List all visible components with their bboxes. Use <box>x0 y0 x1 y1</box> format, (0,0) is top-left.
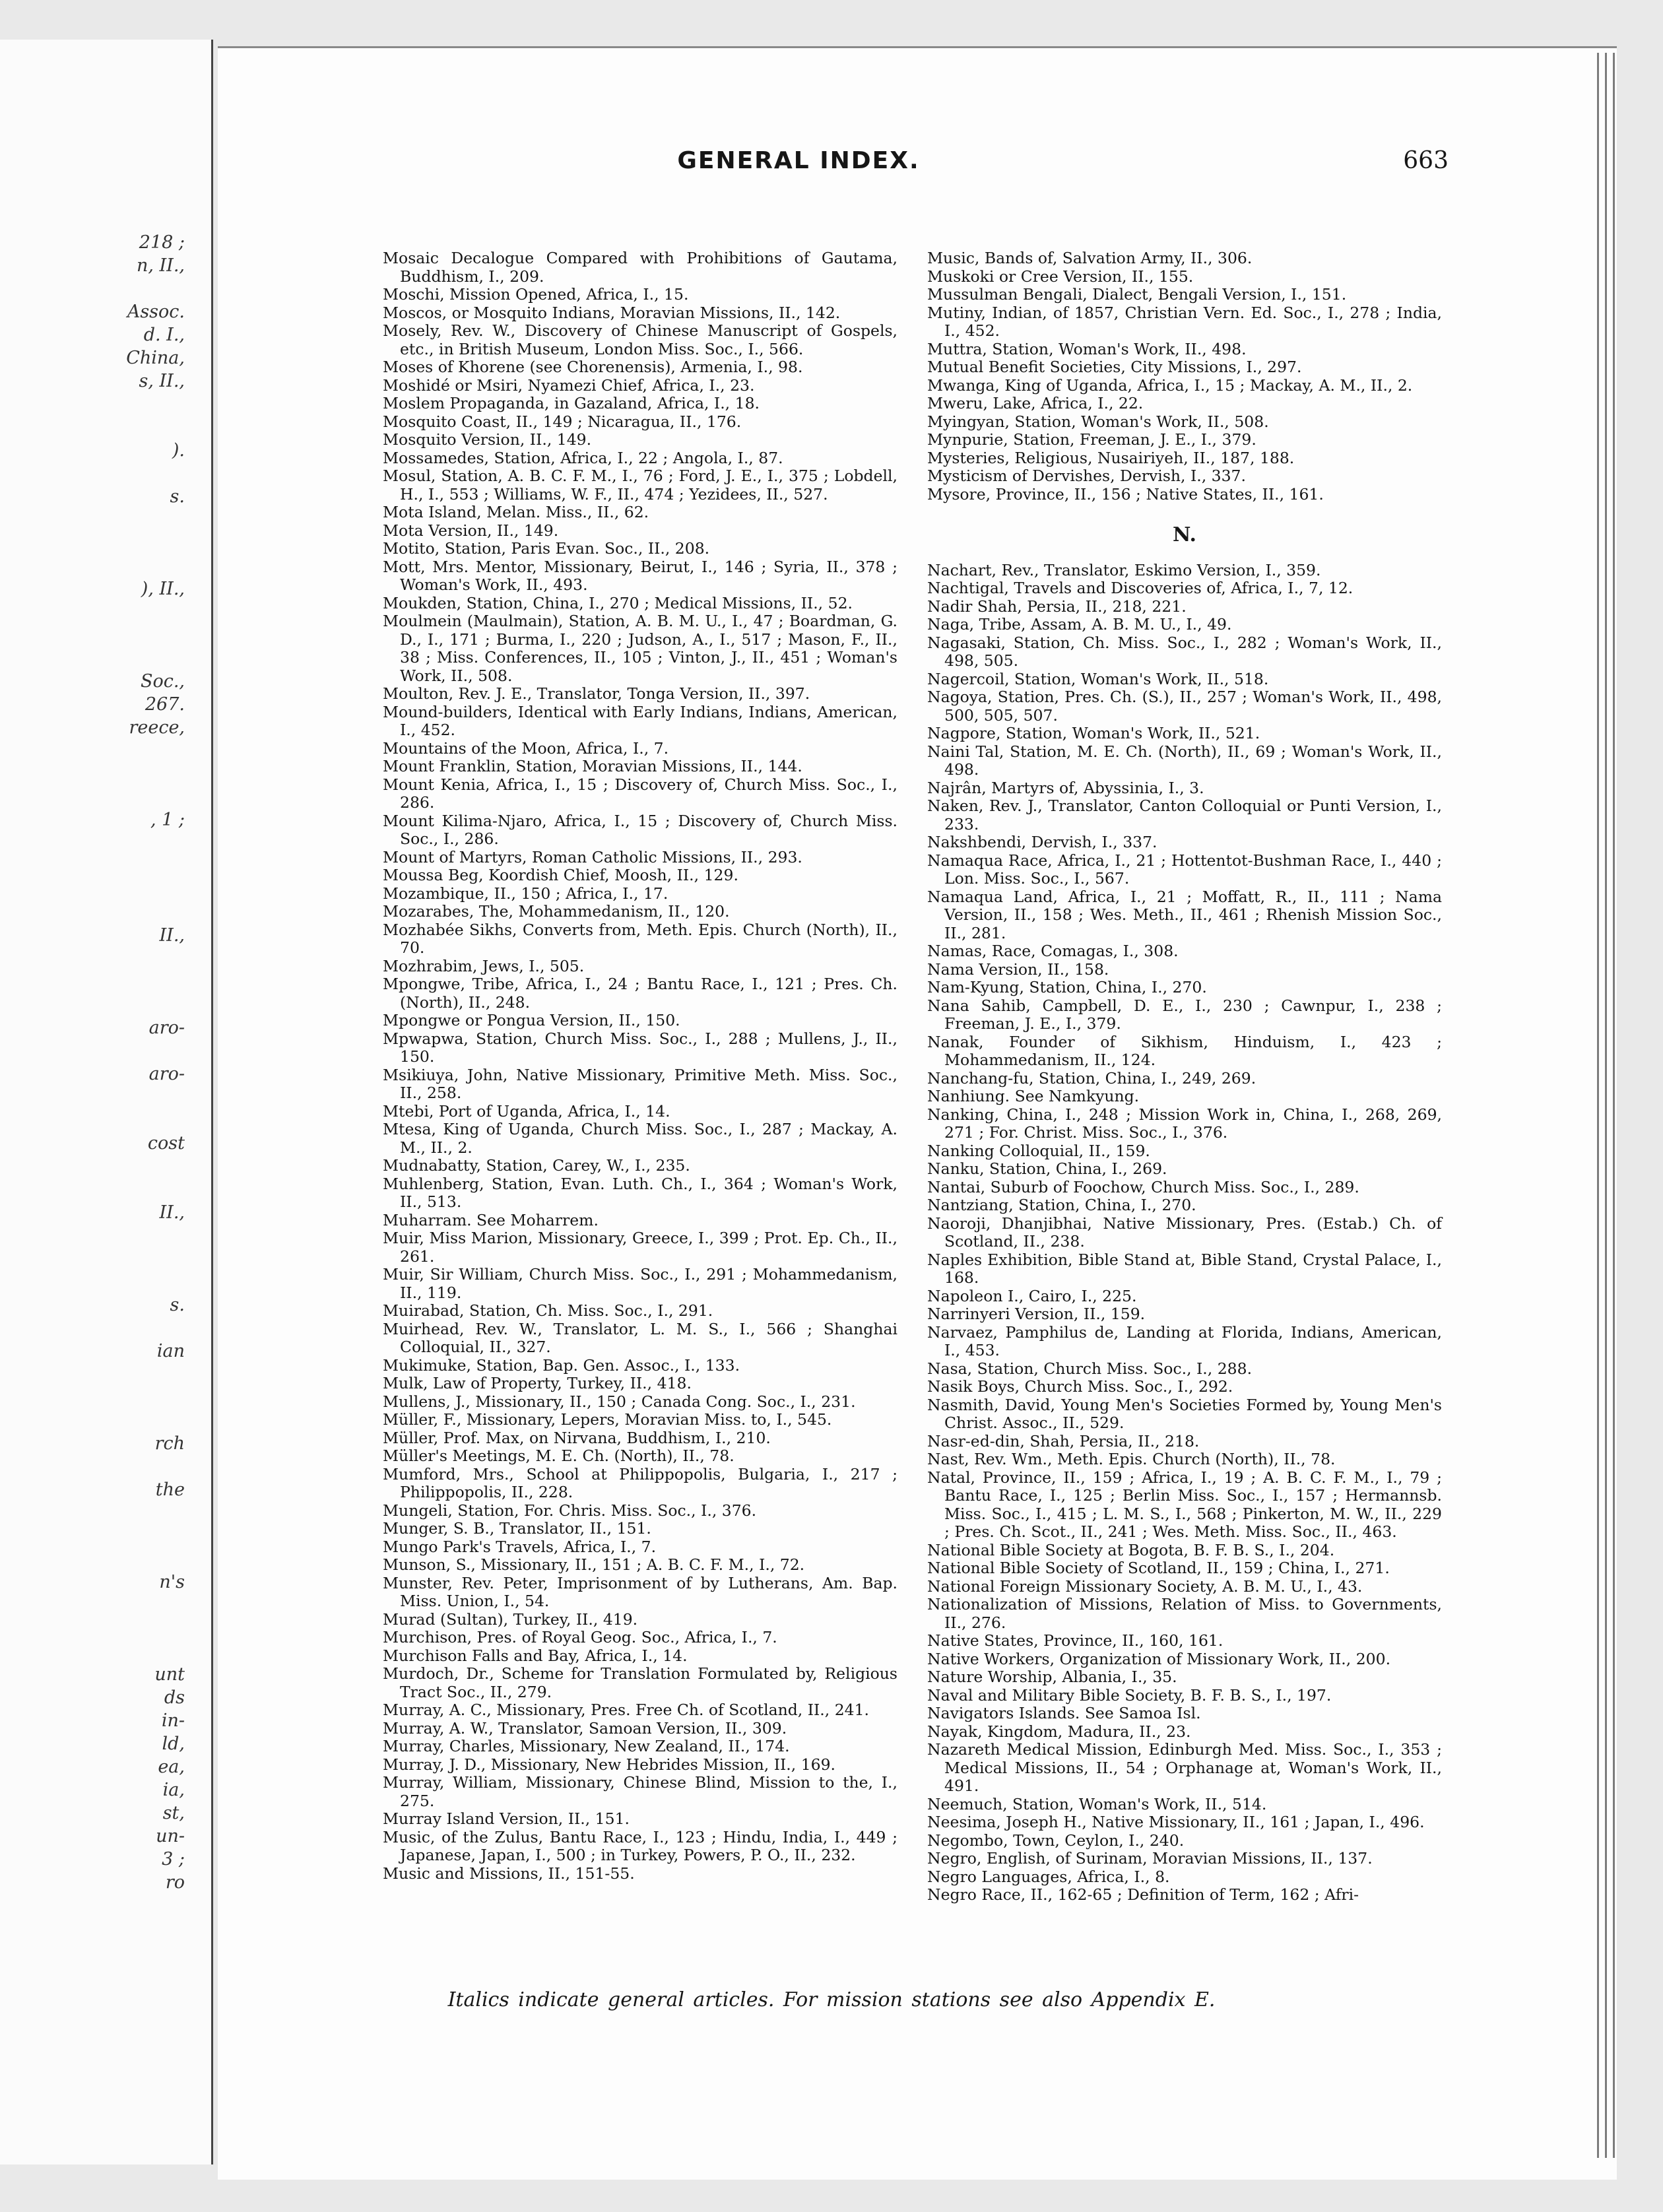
previous-page-fragment <box>126 1501 185 1524</box>
index-entry: Nasmith, David, Young Men's Societies Formed by, Young Men's Christ. Assoc., II., 529. <box>927 1395 1442 1432</box>
index-entry: Moslem Propaganda, in Gazaland, Africa, I., 18. <box>383 394 760 412</box>
previous-page-fragment <box>126 462 185 485</box>
index-entry: Nana Sahib, Campbell, D. E., I., 230 ; Cawnpur, I., 238 ; Freeman, J. E., I., 379. <box>927 996 1442 1033</box>
index-entry: Mussulman Bengali, Dialect, Bengali Version, I., 151. <box>927 285 1347 304</box>
index-entry: Namaqua Land, Africa, I., 21 ; Moffatt, R., II., 111 ; Nama Version, II., 158 ; Wes. Meth., II., 461 ; Rhenish Mission Soc., II., 281. <box>927 887 1442 942</box>
index-entry: Mount Kenia, Africa, I., 15 ; Discovery of, Church Miss. Soc., I., 286. <box>383 775 897 812</box>
index-entry: Nantai, Suburb of Foochow, Church Miss. Soc., I., 289. <box>927 1177 1359 1196</box>
index-entry: Murray, William, Missionary, Chinese Blind, Mission to the, I., 275. <box>383 1773 897 1810</box>
index-entry: Nama Version, II., 158. <box>927 960 1109 979</box>
index-entry: Murray, A. C., Missionary, Pres. Free Ch. of Scotland, II., 241. <box>383 1701 870 1719</box>
page-edge-line <box>1597 53 1599 2158</box>
index-entry: Mozhabée Sikhs, Converts from, Meth. Epis. Church (North), II., 70. <box>383 920 897 957</box>
previous-page-fragment <box>126 508 185 531</box>
index-entry: Nayak, Kingdom, Madura, II., 23. <box>927 1722 1191 1741</box>
index-entry: Müller, F., Missionary, Lepers, Moravian Miss. to, I., 545. <box>383 1410 832 1429</box>
index-entry: Mullens, J., Missionary, II., 150 ; Canada Cong. Soc., I., 231. <box>383 1392 856 1411</box>
index-entry: Mosquito Coast, II., 149 ; Nicaragua, II., 176. <box>383 412 742 431</box>
previous-page-fragment: n's <box>159 1572 185 1592</box>
previous-page-fragment <box>126 1455 185 1478</box>
previous-page-fragment: d. I., <box>143 325 185 345</box>
index-entry: Native Workers, Organization of Missionary Work, II., 200. <box>927 1649 1391 1668</box>
previous-page-fragment <box>126 739 185 762</box>
page-edge-line <box>1605 53 1607 2158</box>
index-entry: Mutual Benefit Societies, City Missions, I., 297. <box>927 358 1302 376</box>
index-section-n <box>927 562 1442 1904</box>
index-entry: Moscos, or Mosquito Indians, Moravian Missions, II., 142. <box>383 303 841 322</box>
index-entry: Moukden, Station, China, I., 270 ; Medical Missions, II., 52. <box>383 593 853 612</box>
index-entry: Mungo Park's Travels, Africa, I., 7. <box>383 1537 657 1556</box>
index-entry: Mozambique, II., 150 ; Africa, I., 17. <box>383 884 668 903</box>
previous-page-fragment: ld, <box>162 1734 185 1754</box>
index-entry: Nanchang-fu, Station, China, I., 249, 269. <box>927 1068 1256 1088</box>
index-entry: Nazareth Medical Mission, Edinburgh Med. Miss. Soc., I., 353 ; Medical Missions, II., 54 ; Orphanage at, Woman's Work, II., 491. <box>927 1740 1442 1795</box>
previous-page-fragment <box>126 1155 185 1178</box>
index-entry: Nasa, Station, Church Miss. Soc., I., 288. <box>927 1359 1253 1378</box>
previous-page-fragment <box>126 1363 185 1386</box>
previous-page-fragment: II., <box>159 1202 185 1223</box>
index-entry: Navigators Islands. See Samoa Isl. <box>927 1704 1201 1722</box>
index-entry: Mpongwe, Tribe, Africa, I., 24 ; Bantu Race, I., 121 ; Pres. Ch. (North), II., 248. <box>383 975 897 1012</box>
index-entry: Nanhiung. See Namkyung. <box>927 1087 1140 1105</box>
index-entry: Mount Franklin, Station, Moravian Missions, II., 144. <box>383 757 802 775</box>
previous-page-fragment: the <box>155 1480 185 1500</box>
index-entry: Murdoch, Dr., Scheme for Translation Formulated by, Religious Tract Soc., II., 279. <box>383 1664 897 1701</box>
previous-page-fragment <box>126 993 185 1016</box>
index-entry: Nantziang, Station, China, I., 270. <box>927 1196 1196 1214</box>
index-entry: Mtebi, Port of Uganda, Africa, I., 14. <box>383 1101 670 1121</box>
index-entry: Mysteries, Religious, Nusairiyeh, II., 187, 188. <box>927 448 1295 467</box>
previous-page-fragment <box>126 831 185 855</box>
index-entry: National Bible Society at Bogota, B. F. B. S., I., 204. <box>927 1540 1335 1559</box>
index-entry: Nature Worship, Albania, I., 35. <box>927 1668 1177 1686</box>
index-entry: Myingyan, Station, Woman's Work, II., 508. <box>927 412 1269 431</box>
index-entry: Naken, Rev. J., Translator, Canton Colloquial or Punti Version, I., 233. <box>927 797 1442 833</box>
index-entry: Nanking Colloquial, II., 159. <box>927 1141 1150 1160</box>
index-entry: Moussa Beg, Koordish Chief, Moosh, II., 129. <box>383 866 738 884</box>
previous-page-fragment: , 1 ; <box>150 810 185 830</box>
previous-page-fragment: China, <box>126 348 185 368</box>
index-entry: Mosaic Decalogue Compared with Prohibitions of Gautama, Buddhism, I., 209. <box>383 249 897 286</box>
previous-page-fragment <box>126 416 185 439</box>
index-entry: Murray Island Version, II., 151. <box>383 1809 630 1828</box>
index-entry: Narrinyeri Version, II., 159. <box>927 1305 1146 1323</box>
index-entry: Mozarabes, The, Mohammedanism, II., 120. <box>383 902 730 921</box>
index-entry: Mota Island, Melan. Miss., II., 62. <box>383 503 649 521</box>
index-entry: Murray, Charles, Missionary, New Zealand, II., 174. <box>383 1737 790 1755</box>
previous-page-fragment: rch <box>154 1433 185 1454</box>
previous-page-fragment: s, II., <box>139 371 185 391</box>
index-entry: Mungeli, Station, For. Chris. Miss. Soc., I., 376. <box>383 1501 757 1520</box>
index-entry: Nachtigal, Travels and Discoveries of, Africa, I., 7, 12. <box>927 579 1353 597</box>
index-entry: Naval and Military Bible Society, B. F. B. S., I., 197. <box>927 1685 1332 1705</box>
index-entry: Negombo, Town, Ceylon, I., 240. <box>927 1831 1185 1850</box>
index-entry: Mossamedes, Station, Africa, I., 22 ; Angola, I., 87. <box>383 448 783 467</box>
index-entry: Nadir Shah, Persia, II., 218, 221. <box>927 597 1187 616</box>
index-entry: Naini Tal, Station, M. E. Ch. (North), II., 69 ; Woman's Work, II., 498. <box>927 742 1442 779</box>
index-column-right <box>927 249 1442 1904</box>
index-entry: Music, of the Zulus, Bantu Race, I., 123 ; Hindu, India, I., 449 ; Japanese, Japan, I., 500 ; in Turkey, Powers, P. O., II., 232. <box>383 1827 897 1864</box>
previous-page-fragment <box>126 1524 185 1547</box>
index-entry: Nagercoil, Station, Woman's Work, II., 518. <box>927 669 1269 688</box>
index-entry: Mwanga, King of Uganda, Africa, I., 15 ; Mackay, A. M., II., 2. <box>927 375 1413 395</box>
index-entry: National Bible Society of Scotland, II., 159 ; China, I., 271. <box>927 1559 1390 1577</box>
page-number: 663 <box>1403 147 1449 174</box>
index-entry: Natal, Province, II., 159 ; Africa, I., 19 ; A. B. C. F. M., I., 79 ; Bantu Race, I., 125 ; Berlin Miss. Soc., I., 157 ; Hermannsb. Miss. Soc., I., 415 ; L. M. S., I., 568 ; Pinkerton, M. W., II., 229 ; Pres. Ch. Scot., II., 241 ; Wes. Meth. Miss. Soc., II., 463. <box>927 1468 1442 1541</box>
previous-page-fragment: aro- <box>148 1018 185 1038</box>
index-entry: Muirhead, Rev. W., Translator, L. M. S., I., 566 ; Shanghai Colloquial, II., 327. <box>383 1319 897 1356</box>
index-entry: Munster, Rev. Peter, Imprisonment of by Lutherans, Am. Bap. Miss. Union, I., 54. <box>383 1573 897 1610</box>
previous-page-fragment <box>126 393 185 416</box>
index-entry: Nagoya, Station, Pres. Ch. (S.), II., 257 ; Woman's Work, II., 498, 500, 505, 507. <box>927 688 1442 725</box>
previous-page-fragment: 267. <box>145 694 185 715</box>
previous-page-edge <box>0 40 213 2164</box>
footer-note: Italics indicate general articles. For mission stations see also Appendix E. <box>447 1988 1216 2011</box>
index-entry: Moulton, Rev. J. E., Translator, Tonga Version, II., 397. <box>383 684 810 703</box>
index-entry: Moschi, Mission Opened, Africa, I., 15. <box>383 285 689 304</box>
index-entry: Murad (Sultan), Turkey, II., 419. <box>383 1610 638 1629</box>
index-entry: Nachart, Rev., Translator, Eskimo Version, I., 359. <box>927 560 1321 579</box>
previous-page-fragment: ). <box>172 440 185 461</box>
previous-page-fragment <box>126 901 185 924</box>
index-entry: Muir, Sir William, Church Miss. Soc., I., 291 ; Mohammedanism, II., 119. <box>383 1265 897 1302</box>
previous-page-fragment: st, <box>162 1803 185 1823</box>
index-entry: Moses of Khorene (see Chorenensis), Armenia, I., 98. <box>383 358 803 376</box>
previous-page-fragment <box>126 1039 185 1062</box>
index-entry: Neemuch, Station, Woman's Work, II., 514. <box>927 1794 1267 1813</box>
index-entry: Mysticism of Dervishes, Dervish, I., 337. <box>927 467 1246 485</box>
previous-page-fragment <box>126 1386 185 1409</box>
previous-page-fragment: ds <box>164 1687 185 1708</box>
index-entry: Mound-builders, Identical with Early Indians, Indians, American, I., 452. <box>383 702 897 739</box>
index-entry: Narvaez, Pamphilus de, Landing at Florida, Indians, American, I., 453. <box>927 1322 1442 1359</box>
page-edge-line <box>1613 53 1615 2158</box>
previous-page-fragment: 3 ; <box>162 1849 185 1870</box>
previous-page-fragment <box>126 1224 185 1247</box>
index-entry: Mukimuke, Station, Bap. Gen. Assoc., I., 133. <box>383 1355 740 1375</box>
index-entry: Nanking, China, I., 248 ; Mission Work in, China, I., 268, 269, 271 ; For. Christ. Miss. Soc., I., 376. <box>927 1105 1442 1142</box>
index-entry: Mpongwe or Pongua Version, II., 150. <box>383 1011 680 1029</box>
index-entry: Murchison Falls and Bay, Africa, I., 14. <box>383 1646 688 1665</box>
previous-page-fragment: cost <box>147 1133 185 1154</box>
index-entry: Mountains of the Moon, Africa, I., 7. <box>383 738 669 758</box>
index-entry: Munson, S., Missionary, II., 151 ; A. B. C. F. M., I., 72. <box>383 1555 805 1574</box>
index-entry: National Foreign Missionary Society, A. B. M. U., I., 43. <box>927 1577 1363 1596</box>
index-entry: Motito, Station, Paris Evan. Soc., II., 208. <box>383 539 710 558</box>
previous-page-fragment: s. <box>170 486 185 507</box>
index-entry: Mumford, Mrs., School at Philippopolis, Bulgaria, I., 217 ; Philippopolis, II., 228. <box>383 1464 897 1501</box>
index-entry: Msikiuya, John, Native Missionary, Primitive Meth. Miss. Soc., II., 258. <box>383 1065 897 1102</box>
previous-page-fragment: reece, <box>129 717 185 738</box>
index-entry: Najrân, Martyrs of, Abyssinia, I., 3. <box>927 778 1204 797</box>
previous-page-fragment <box>126 1247 185 1270</box>
previous-page-fragment: ian <box>156 1341 185 1361</box>
index-entry: Nam-Kyung, Station, China, I., 270. <box>927 978 1207 996</box>
index-entry: Naoroji, Dhanjibhai, Native Missionary, Pres. (Estab.) Ch. of Scotland, II., 238. <box>927 1214 1442 1251</box>
previous-page-fragment <box>126 1640 185 1663</box>
index-entry: Nagpore, Station, Woman's Work, II., 521. <box>927 724 1260 742</box>
index-entry: Moshidé or Msiri, Nyamezi Chief, Africa, I., 23. <box>383 375 755 395</box>
previous-page-fragment <box>126 601 185 624</box>
previous-page-fragment <box>126 1086 185 1109</box>
previous-page-fragment: II., <box>159 925 185 946</box>
index-entry: Murray, J. D., Missionary, New Hebrides Mission, II., 169. <box>383 1755 836 1774</box>
previous-page-fragment <box>126 947 185 970</box>
index-entry: Music, Bands of, Salvation Army, II., 306. <box>927 249 1253 267</box>
previous-page-fragment <box>126 855 185 878</box>
previous-page-fragment: unt <box>154 1664 185 1685</box>
index-entry: Negro, English, of Surinam, Moravian Missions, II., 137. <box>927 1849 1373 1868</box>
index-entry: Nagasaki, Station, Ch. Miss. Soc., I., 282 ; Woman's Work, II., 498, 505. <box>927 633 1442 670</box>
previous-page-fragment <box>126 531 185 554</box>
previous-page-fragment: 218 ; <box>139 232 185 253</box>
index-entry: Nakshbendi, Dervish, I., 337. <box>927 833 1158 851</box>
index-entry: Negro Race, II., 162-65 ; Definition of Term, 162 ; Afri- <box>927 1885 1359 1904</box>
previous-page-fragment <box>126 1270 185 1293</box>
previous-page-fragment: aro- <box>148 1064 185 1084</box>
previous-page-fragment <box>126 1617 185 1640</box>
index-entry: Mota Version, II., 149. <box>383 521 559 540</box>
index-entry: Murchison, Pres. of Royal Geog. Soc., Africa, I., 7. <box>383 1628 777 1646</box>
previous-page-fragments <box>126 231 185 1894</box>
index-entry: Nast, Rev. Wm., Meth. Epis. Church (North), II., 78. <box>927 1450 1336 1468</box>
previous-page-fragment <box>126 970 185 993</box>
previous-page-fragment <box>126 554 185 577</box>
index-entry: Mosquito Version, II., 149. <box>383 430 592 449</box>
index-entry: Neesima, Joseph H., Native Missionary, II., 161 ; Japan, I., 496. <box>927 1813 1425 1831</box>
index-entry: Müller, Prof. Max, on Nirvana, Buddhism, I., 210. <box>383 1428 771 1447</box>
index-entry: Nasik Boys, Church Miss. Soc., I., 292. <box>927 1377 1233 1396</box>
index-entry: Moulmein (Maulmain), Station, A. B. M. U., I., 47 ; Boardman, G. D., I., 171 ; Burma, I., 220 ; Judson, A., I., 517 ; Mason, F., II., 38 ; Miss. Conferences, II., 105 ; Vinton, J., II., 451 ; Woman's Work, II., 508. <box>383 612 897 685</box>
previous-page-fragment <box>126 277 185 300</box>
index-entry: Mysore, Province, II., 156 ; Native States, II., 161. <box>927 484 1324 504</box>
previous-page-fragment <box>126 1547 185 1571</box>
previous-page-fragment <box>126 762 185 785</box>
index-entry: Muir, Miss Marion, Missionary, Greece, I., 399 ; Prot. Ep. Ch., II., 261. <box>383 1229 897 1266</box>
index-entry: Namas, Race, Comagas, I., 308. <box>927 942 1179 960</box>
previous-page-fragment: ea, <box>158 1757 185 1777</box>
page-title: GENERAL INDEX. <box>677 147 920 174</box>
index-entry: Mweru, Lake, Africa, I., 22. <box>927 394 1144 412</box>
previous-page-fragment <box>126 1317 185 1340</box>
index-entry: Namaqua Race, Africa, I., 21 ; Hottentot-Bushman Race, I., 440 ; Lon. Miss. Soc., I., 567. <box>927 851 1442 888</box>
index-entry: Mtesa, King of Uganda, Church Miss. Soc., I., 287 ; Mackay, A. M., II., 2. <box>383 1120 897 1157</box>
index-entry: Negro Languages, Africa, I., 8. <box>927 1867 1170 1886</box>
previous-page-fragment <box>126 624 185 647</box>
index-entry: Mozhrabim, Jews, I., 505. <box>383 956 585 975</box>
index-entry: Nationalization of Missions, Relation of Miss. to Governments, II., 276. <box>927 1595 1442 1632</box>
index-entry: Mulk, Law of Property, Turkey, II., 418. <box>383 1374 692 1392</box>
index-entry: Mudnabatty, Station, Carey, W., I., 235. <box>383 1156 690 1175</box>
index-entry: Mott, Mrs. Mentor, Missionary, Beirut, I., 146 ; Syria, II., 378 ; Woman's Work, II., 493. <box>383 557 897 594</box>
index-entry: Muttra, Station, Woman's Work, II., 498. <box>927 339 1247 358</box>
previous-page-fragment <box>126 1594 185 1617</box>
index-entry: Napoleon I., Cairo, I., 225. <box>927 1286 1137 1305</box>
index-entry: Mutiny, Indian, of 1857, Christian Vern. Ed. Soc., I., 278 ; India, I., 452. <box>927 303 1442 340</box>
index-entry: Muirabad, Station, Ch. Miss. Soc., I., 291. <box>383 1301 713 1320</box>
previous-page-fragment: ro <box>165 1872 185 1893</box>
index-entry: Mynpurie, Station, Freeman, J. E., I., 379. <box>927 430 1256 449</box>
previous-page-fragment <box>126 1409 185 1432</box>
previous-page-fragment: ia, <box>162 1780 185 1800</box>
index-entry: Mount of Martyrs, Roman Catholic Missions, II., 293. <box>383 847 802 866</box>
index-entry: Munger, S. B., Translator, II., 151. <box>383 1519 651 1538</box>
index-entry: Naples Exhibition, Bible Stand at, Bible Stand, Crystal Palace, I., 168. <box>927 1250 1442 1287</box>
index-entry: Muharram. See Moharrem. <box>383 1210 599 1229</box>
index-entry: Muskoki or Cree Version, II., 155. <box>927 267 1194 286</box>
index-column-left <box>383 249 897 1883</box>
previous-page-fragment <box>126 647 185 670</box>
previous-page-fragment: in- <box>161 1710 185 1731</box>
index-entry: Murray, A. W., Translator, Samoan Version, II., 309. <box>383 1718 787 1738</box>
index-entry: Müller's Meetings, M. E. Ch. (North), II., 78. <box>383 1447 734 1465</box>
index-entry: Mosely, Rev. W., Discovery of Chinese Manuscript of Gospels, etc., in British Museum, London Miss. Soc., I., 566. <box>383 321 897 358</box>
previous-page-fragment: s. <box>170 1295 185 1315</box>
index-entry: Music and Missions, II., 151-55. <box>383 1864 635 1883</box>
previous-page-fragment: Assoc. <box>127 302 185 322</box>
index-entry: Native States, Province, II., 160, 161. <box>927 1631 1223 1650</box>
index-section-m-continued <box>927 249 1442 504</box>
previous-page-fragment <box>126 1178 185 1201</box>
previous-page-fragment <box>126 785 185 808</box>
index-entry: Muhlenberg, Station, Evan. Luth. Ch., I., 364 ; Woman's Work, II., 513. <box>383 1174 897 1211</box>
index-entry: Naga, Tribe, Assam, A. B. M. U., I., 49. <box>927 615 1232 634</box>
previous-page-fragment <box>126 878 185 901</box>
previous-page-fragment: Soc., <box>140 671 185 692</box>
previous-page-fragment: n, II., <box>136 255 185 276</box>
index-entry: Mosul, Station, A. B. C. F. M., I., 76 ; Ford, J. E., I., 375 ; Lobdell, H., I., 553 ; Williams, W. F., II., 474 ; Yezidees, II., 527. <box>383 467 897 504</box>
section-letter-heading: N. <box>1173 523 1196 546</box>
index-entry: Nanak, Founder of Sikhism, Hinduism, I., 423 ; Mohammedanism, II., 124. <box>927 1032 1442 1069</box>
previous-page-fragment: ), II., <box>141 579 185 599</box>
previous-page-fragment <box>126 1109 185 1132</box>
previous-page-fragment: un- <box>156 1826 185 1846</box>
index-entry: Nasr-ed-din, Shah, Persia, II., 218. <box>927 1431 1200 1450</box>
index-entry: Nanku, Station, China, I., 269. <box>927 1159 1167 1178</box>
index-entry: Mpwapwa, Station, Church Miss. Soc., I., 288 ; Mullens, J., II., 150. <box>383 1029 897 1066</box>
index-entry: Mount Kilima-Njaro, Africa, I., 15 ; Discovery of, Church Miss. Soc., I., 286. <box>383 811 897 848</box>
